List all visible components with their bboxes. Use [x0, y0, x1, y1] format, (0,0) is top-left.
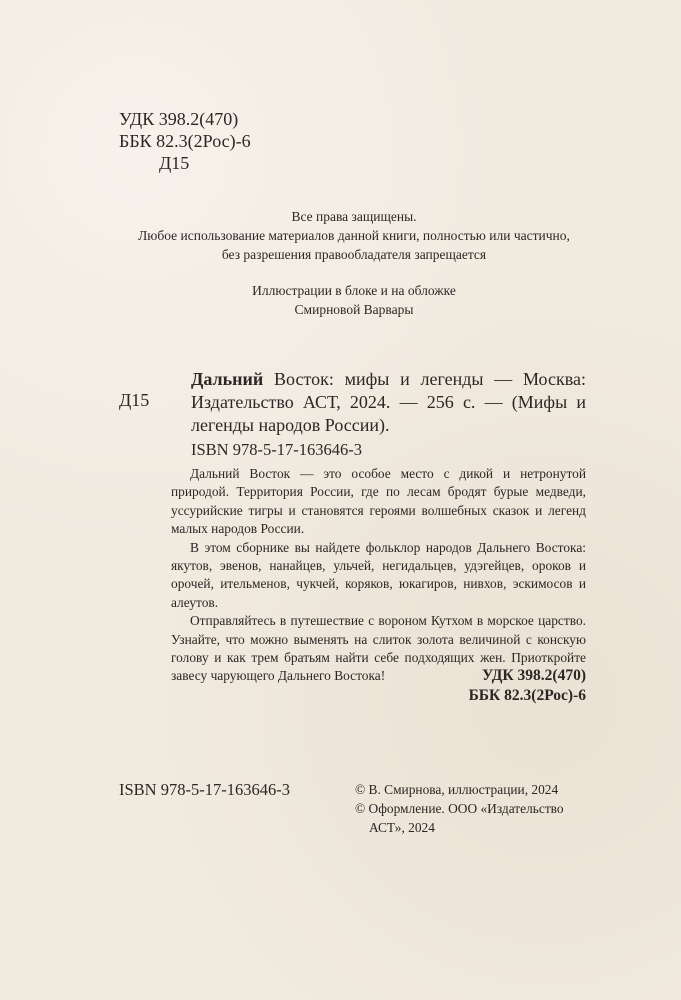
- annotation-paragraph-1: Дальний Восток — это особое место с дикой и нетронутой природой. Территория России, где по лесам бродят бурые медведи, уссурийские тигры и становятся героями волшебных сказок и легенд малых народов России.: [171, 466, 586, 537]
- rights-line-2: Любое использование материалов данной книги, полностью или частично,: [138, 228, 570, 243]
- annotation: [171, 465, 586, 686]
- bibliographic-record: [191, 368, 586, 437]
- copyright-design: © Оформление. ООО «Издательство АСТ», 2024: [355, 801, 564, 835]
- classification-codes: [119, 108, 251, 174]
- annotation-paragraph-3: Отправляйтесь в путешествие с вороном Кутхом в морское царство. Узнайте, что можно выменять на слиток золота величиной с конскую голову и как трем братьям найти себе подходящих жен. Приоткройте завесу чарующего Дальнего Востока!: [171, 613, 586, 684]
- right-udk-code: УДК 398.2(470): [481, 667, 586, 684]
- copyright-block: [355, 780, 595, 837]
- rights-notice: [119, 207, 589, 264]
- title-bold-word: Дальний: [191, 369, 264, 389]
- right-classification-codes: [469, 666, 586, 706]
- rights-line-3: без разрешения правообладателя запрещается: [221, 247, 487, 262]
- isbn-footer: ISBN 978-5-17-163646-3: [119, 780, 290, 799]
- rights-line-1: Все права защищены.: [291, 209, 417, 224]
- illustrations-line-2: Смирновой Варвары: [294, 302, 414, 317]
- author-mark: Д15: [159, 153, 190, 173]
- right-bbk-code: ББК 82.3(2Рос)-6: [468, 687, 586, 704]
- bbk-code: ББК 82.3(2Рос)-6: [119, 131, 251, 151]
- illustrations-credit: [119, 281, 589, 319]
- card-author-mark: Д15: [119, 390, 150, 410]
- bibliographic-rest: Восток: мифы и легенды — Москва: Издательство АСТ, 2024. — 256 с. — (Мифы и легенды народов России).: [191, 369, 586, 435]
- annotation-paragraph-2: В этом сборнике вы найдете фольклор народов Дальнего Востока: якутов, эвенов, нанайцев, ульчей, негидальцев, удэгейцев, ороков и орочей, ительменов, чукчей, коряков, юкагиров, нивхов, эскимосов и алеутов.: [171, 539, 586, 610]
- illustrations-line-1: Иллюстрации в блоке и на обложке: [252, 283, 456, 298]
- isbn-card: ISBN 978-5-17-163646-3: [191, 440, 362, 459]
- udk-code: УДК 398.2(470): [119, 109, 239, 129]
- copyright-illustrations: © В. Смирнова, иллюстрации, 2024: [355, 782, 559, 797]
